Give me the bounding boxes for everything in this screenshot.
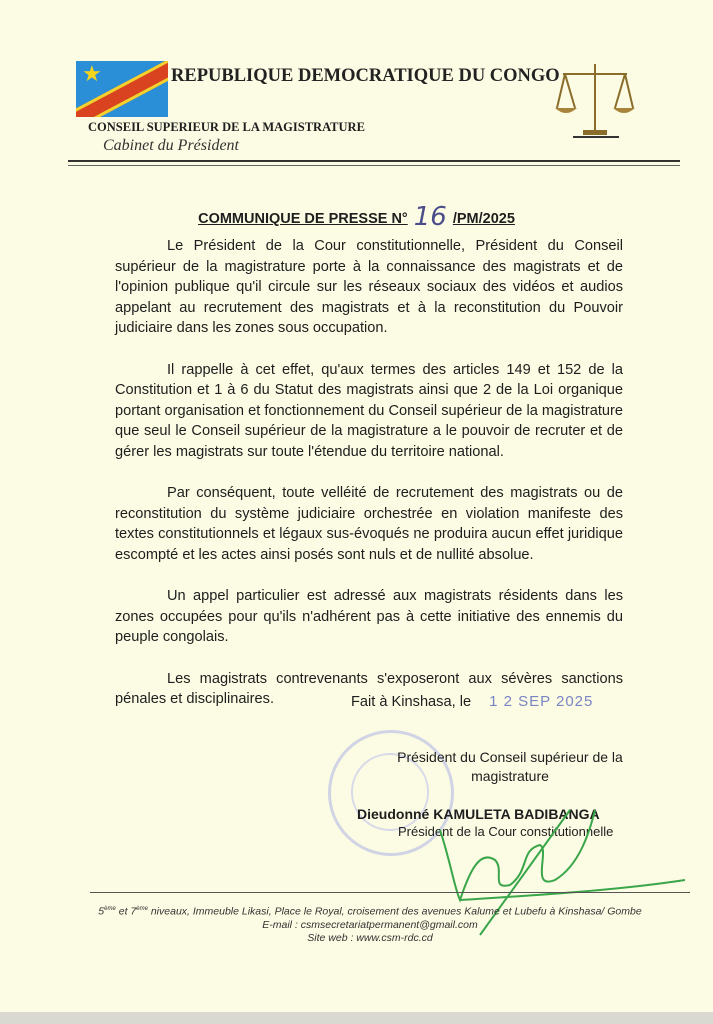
signatory-name: Dieudonné KAMULETA BADIBANGA: [357, 806, 600, 822]
country-title: REPUBLIQUE DEMOCRATIQUE DU CONGO: [171, 66, 560, 86]
paragraph: Un appel particulier est adressé aux magistrats résidents dans les zones occupées pour qu'ils n'adhérent pas à cette initiative des ennemis du peuple congolais.: [115, 588, 623, 645]
communique-body: [115, 236, 623, 731]
paragraph: Il rappelle à cet effet, qu'aux termes des articles 149 et 152 de la Constitution et 1 à 6 du Statut des magistrats ainsi que 2 de la Loi organique portant organisation et fonctionnement du Conseil supérieur de la magistrature que seul le Conseil supérieur de la magistrature a le pouvoir de recruter et de gérer les magistrats sur toute l'étendue du territoire national.: [115, 361, 623, 460]
paragraph: Le Président de la Cour constitutionnelle, Président du Conseil supérieur de la magistrature porte à la connaissance des magistrats et de l'opinion publique qu'il circule sur les réseaux sociaux des vidéos et audios appelant au recrutement des magistrats et à la reconstitution du Pouvoir judiciaire dans les zones sous occupation.: [115, 238, 623, 336]
footer-address: 5ème et 7ème niveaux, Immeuble Likasi, Place le Royal, croisement des avenues Kalume et Lubefu à Kinshasa/ Gombe E-mail : csmsecretariatpermanent@gmail.com Site web : www.csm-rdc.cd: [60, 903, 680, 945]
page-edge: [0, 1012, 713, 1024]
scales-of-justice-icon: [555, 60, 635, 140]
header-divider: [68, 160, 680, 166]
place-and-date: Fait à Kinshasa, le 1 2 SEP 2025: [351, 693, 594, 710]
communique-number: 16: [413, 202, 447, 232]
footer-website: Site web : www.csm-rdc.cd: [307, 931, 433, 944]
signatory-role: Président de la Cour constitutionnelle: [398, 824, 614, 839]
drc-flag-icon: ★: [76, 61, 168, 117]
date-stamp: 1 2 SEP 2025: [489, 693, 594, 710]
institution-name: CONSEIL SUPERIEUR DE LA MAGISTRATURE: [88, 120, 365, 134]
communique-title: COMMUNIQUE DE PRESSE N° 16 /PM/2025: [198, 202, 515, 232]
office-name: Cabinet du Président: [103, 137, 239, 154]
paragraph: Les magistrats contrevenants s'exposeront aux sévères sanctions pénales et disciplinaires.: [115, 670, 623, 707]
signatory-title: Président du Conseil supérieur de la magistrature: [397, 749, 623, 784]
footer-divider: [90, 892, 690, 893]
paragraph: Par conséquent, toute velléité de recrutement des magistrats ou de reconstitution du système judiciaire orchestrée en violation manifeste des textes constitutionnels et légaux sus-évoqués ne produira aucun effet juridique escompté et les actes ainsi posés sont nuls et de nullité absolue.: [115, 485, 623, 563]
footer-email: E-mail : csmsecretariatpermanent@gmail.com: [262, 918, 478, 931]
